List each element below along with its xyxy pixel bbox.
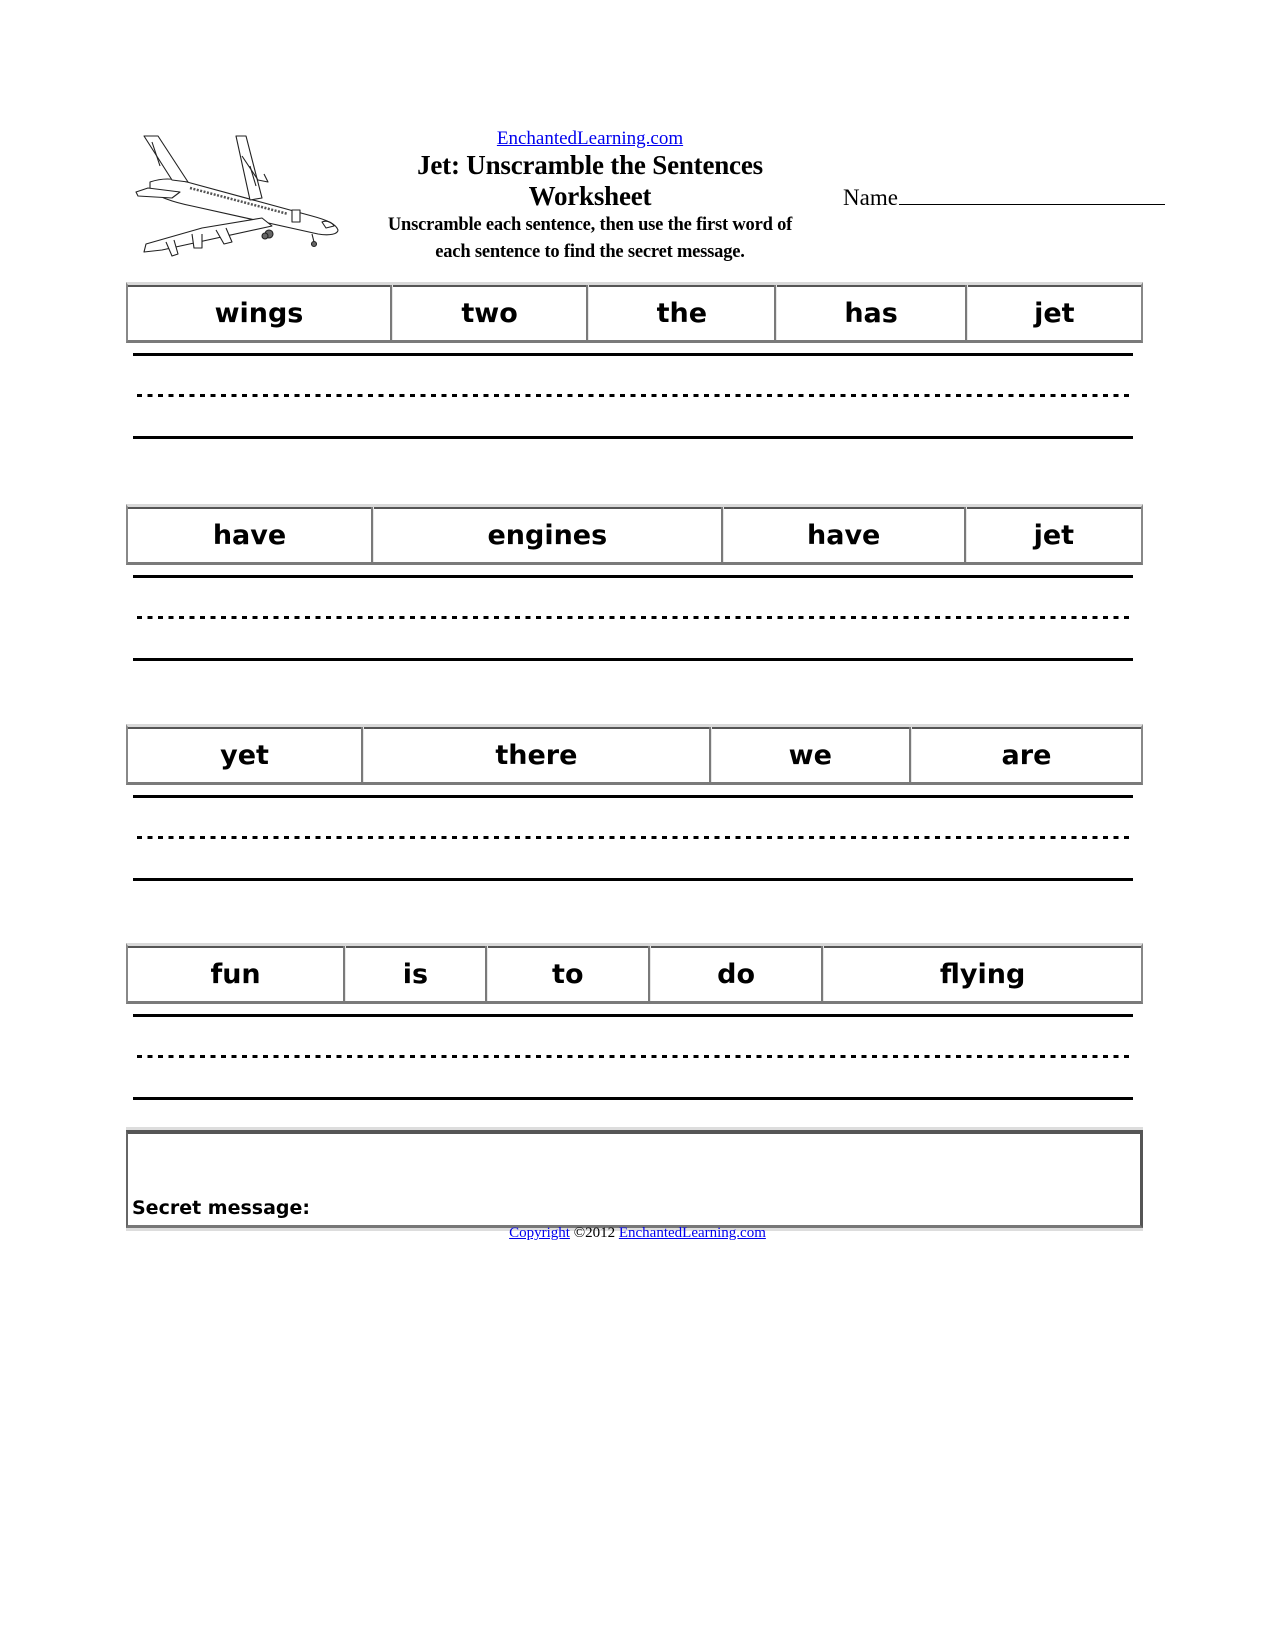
title-line-2: Worksheet [528, 181, 652, 211]
word-cell: to [487, 946, 650, 1001]
word-cell: we [711, 727, 911, 782]
name-field[interactable] [843, 184, 1165, 212]
writing-line-top [133, 795, 1133, 798]
instructions-line-1: Unscramble each sentence, then use the first word of [387, 215, 793, 235]
writing-line-baseline [133, 878, 1133, 881]
word-cell: the [588, 285, 776, 340]
writing-line-top [133, 575, 1133, 578]
writing-line-baseline [133, 436, 1133, 439]
word-cell: two [392, 285, 588, 340]
word-cell: has [776, 285, 966, 340]
instructions [352, 212, 828, 266]
worksheet-header [352, 128, 828, 266]
word-table-4 [126, 943, 1143, 1004]
site-link[interactable]: EnchantedLearning.com [496, 128, 684, 149]
word-cell: fun [128, 946, 345, 1001]
writing-line-midline [137, 1055, 1133, 1058]
writing-line-midline [137, 394, 1133, 397]
word-cell: jet [967, 285, 1141, 340]
name-label: Name [843, 185, 898, 210]
word-cell: do [650, 946, 823, 1001]
word-cell: have [128, 507, 373, 562]
title-line-1: Jet: Unscramble the Sentences [417, 150, 763, 180]
word-cell: there [363, 727, 711, 782]
writing-line-baseline [133, 1097, 1133, 1100]
word-cell: are [911, 727, 1141, 782]
writing-line-top [133, 353, 1133, 356]
instructions-line-2: each sentence to find the secret message. [435, 242, 745, 262]
writing-line-baseline [133, 658, 1133, 661]
word-cell: wings [128, 285, 392, 340]
writing-line-midline [137, 836, 1133, 839]
secret-message-label: Secret message: [132, 1197, 310, 1219]
footer [0, 1224, 1275, 1242]
word-cell: flying [823, 946, 1141, 1001]
word-cell: jet [966, 507, 1141, 562]
word-table-3 [126, 724, 1143, 785]
name-blank-line[interactable] [899, 184, 1165, 205]
word-cell: engines [373, 507, 723, 562]
copyright-text: ©2012 [569, 1225, 619, 1241]
copyright-link[interactable]: Copyright [509, 1225, 570, 1241]
word-table-1 [126, 282, 1143, 343]
word-cell: have [723, 507, 966, 562]
secret-message-box[interactable] [126, 1130, 1143, 1228]
word-table-2 [126, 504, 1143, 565]
airplane-icon [132, 134, 344, 258]
writing-line-top [133, 1014, 1133, 1017]
word-cell: yet [128, 727, 363, 782]
page-title [352, 150, 828, 212]
writing-line-midline [137, 616, 1133, 619]
word-cell: is [345, 946, 486, 1001]
footer-site-link[interactable]: EnchantedLearning.com [618, 1225, 766, 1241]
